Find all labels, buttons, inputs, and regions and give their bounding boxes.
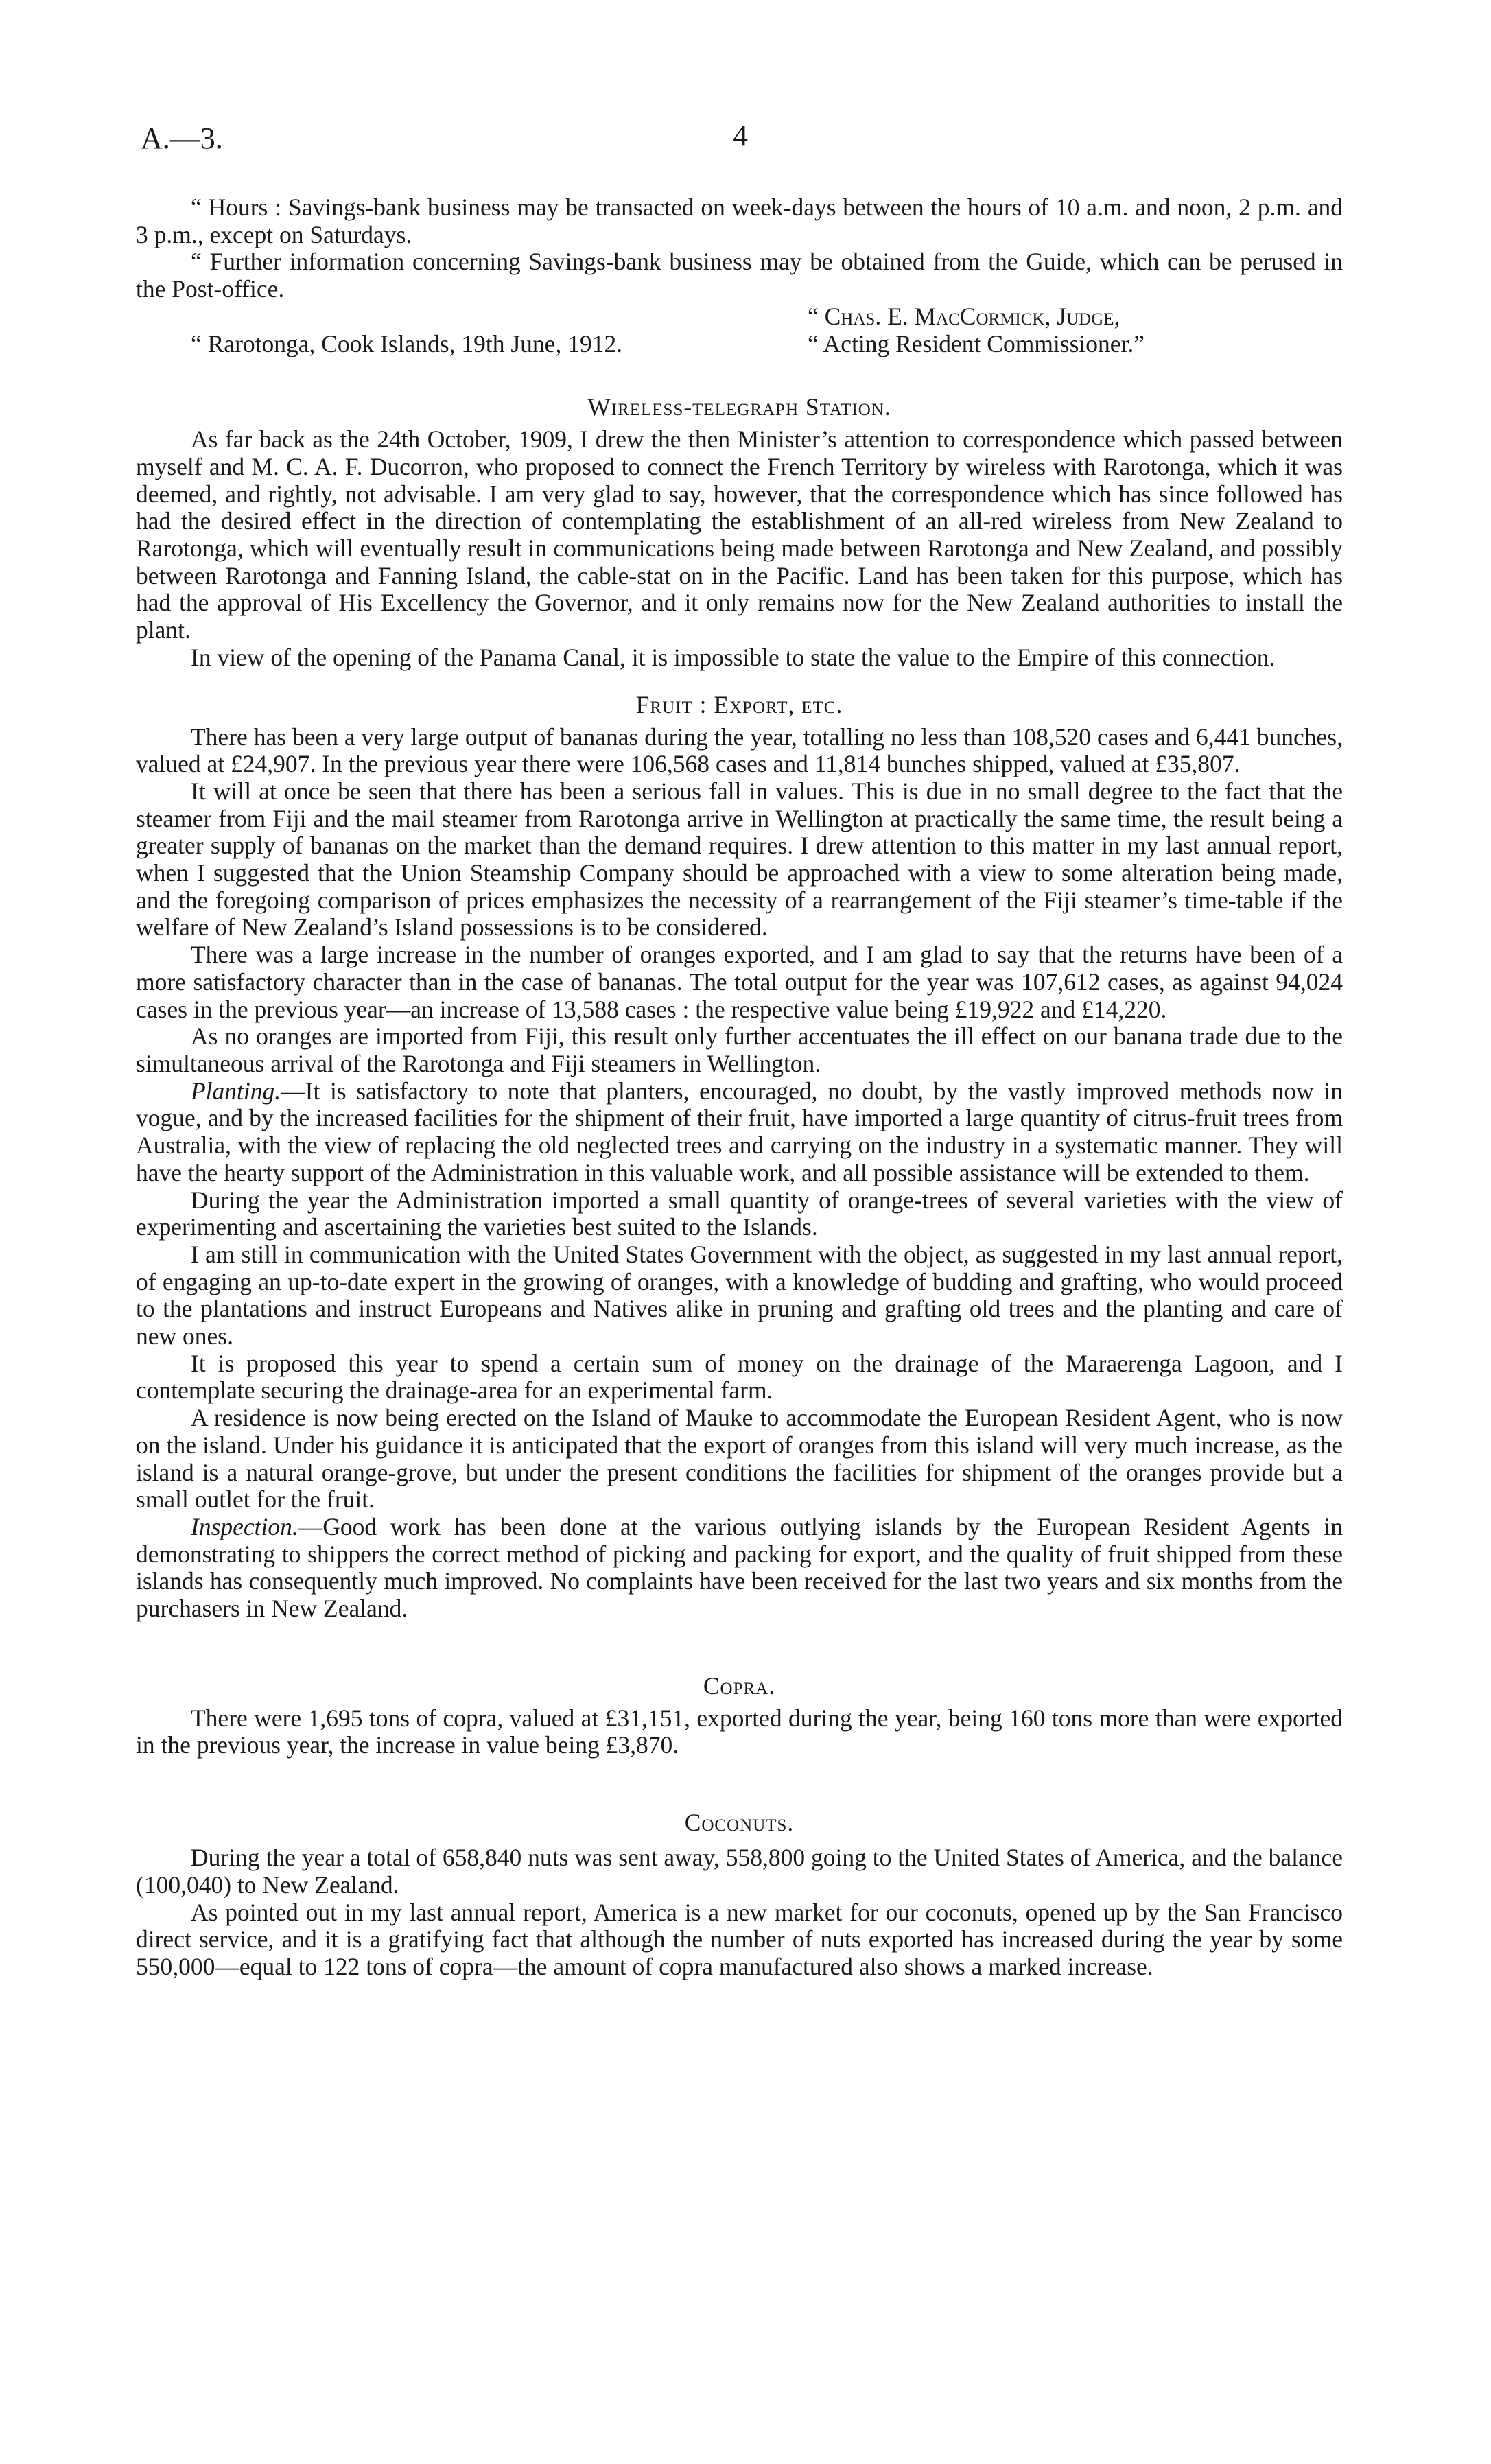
fruit-paragraph-2: It will at once be seen that there has been a serious fall in values. This is due in no small degree to the fact that the steamer from Fiji and the mail steamer from Rarotonga arrive in Wellington at practically the same time, the result being a greater supply of bananas on the market than the demand requires. I drew attention to this matter in my last annual report, when I suggested that the Union Steamship Company should be approached with a view to some alteration being made, and the foregoing comparison of prices emphasizes the necessity of a rearrangement of the Fiji steamer’s time-table if the welfare of New Zealand’s Island possessions is to be considered.	[136, 777, 1343, 941]
notice-signature-name: “ Chas. E. MacCormick, Judge,	[808, 302, 1120, 330]
notice-place-date-row	[136, 331, 1343, 358]
coconuts-paragraph-1: During the year a total of 658,840 nuts was sent away, 558,800 going to the United States of America, and the balance (100,040) to New Zealand.	[136, 1844, 1343, 1899]
planting-text: —It is satisfactory to note that planters, encouraged, no doubt, by the vastly improved methods now in vogue, and by the increased facilities for the shipment of their fruit, have imported a large quantity of citrus-fruit trees from Australia, with the view of replacing the old neglected trees and carrying on the industry in a systematic manner. They will have the hearty support of the Administration in this valuable work, and all possible assistance will be extended to them.	[136, 1077, 1343, 1186]
fruit-paragraph-7: I am still in communication with the United States Government with the object, as suggested in my last annual report, of engaging an up-to-date expert in the growing of oranges, with a knowledge of budding and grafting, who would proceed to the plantations and instruct Europeans and Natives alike in pruning and grafting old trees and the planting and care of new ones.	[136, 1240, 1343, 1350]
document-reference: A.—3.	[141, 121, 223, 155]
fruit-paragraph-8: It is proposed this year to spend a certain sum of money on the drainage of the Maraerenga Lagoon, and I contemplate securing the drainage-area for an experimental farm.	[136, 1349, 1343, 1405]
fruit-paragraph-3: There was a large increase in the number of oranges exported, and I am glad to say that the returns have been of a more satisfactory character than in the case of bananas. The total output for the year was 107,612 cases, as against 94,024 cases in the previous year—an increase of 13,588 cases : the respective value being £19,922 and £14,220.	[136, 941, 1343, 1023]
fruit-paragraph-1: There has been a very large output of bananas during the year, totalling no less than 108,520 cases and 6,441 bunches, valued at £24,907. In the previous year there were 106,568 cases and 11,814 bunches shipped, valued at £35,807.	[136, 723, 1343, 778]
fruit-paragraph-4: As no oranges are imported from Fiji, this result only further accentuates the ill effect on our banana trade due to the simultaneous arrival of the Rarotonga and Fiji steamers in Wellington.	[136, 1022, 1343, 1077]
section-heading-copra: Copra.	[703, 1671, 776, 1700]
wireless-paragraph-1: As far back as the 24th October, 1909, I drew the then Minister’s attention to correspondence which passed between myself and M. C. A. F. Ducorron, who proposed to connect the French Territory by wireless with Rarotonga, which it was deemed, and rightly, not advisable. I am very glad to say, however, that the correspondence which has since followed has had the desired effect in the direction of contemplating the establishment of an all-red wireless from New Zealand to Rarotonga, which will eventually result in communications being made between Rarotonga and New Zealand, and possibly between Rarotonga and Fanning Island, the cable-stat on in the Pacific. Land has been taken for this purpose, which has had the approval of His Excellency the Governor, and it only remains now for the New Zealand authorities to install the plant.	[136, 425, 1343, 644]
fruit-paragraph-9: A residence is now being erected on the Island of Mauke to accommodate the European Resident Agent, who is now on the island. Under his guidance it is anticipated that the export of oranges from this island will very much increase, as the island is a natural orange-grove, but under the present conditions the facilities for shipment of the oranges provide but a small outlet for the fruit.	[136, 1404, 1343, 1514]
wireless-paragraph-2: In view of the opening of the Panama Canal, it is impossible to state the value to the Empire of this connection.	[191, 643, 1276, 671]
section-heading-fruit: Fruit : Export, etc.	[635, 690, 843, 718]
page-number: 4	[733, 119, 748, 152]
fruit-paragraph-6: During the year the Administration imported a small quantity of orange-trees of several varieties with the view of experimenting and ascertaining the varieties best suited to the Islands.	[136, 1186, 1343, 1241]
notice-signature-block	[136, 303, 1343, 331]
notice-further-info: “ Further information concerning Savings-bank business may be obtained from the Guide, which can be perused in the Post-office.	[136, 248, 1343, 303]
notice-place-date: “ Rarotonga, Cook Islands, 19th June, 1912.	[191, 329, 623, 357]
coconuts-paragraph-2: As pointed out in my last annual report, America is a new market for our coconuts, opened up by the San Francisco direct service, and it is a gratifying fact that although the number of nuts exported has increased during the year by some 550,000—equal to 122 tons of copra—the amount of copra manufactured also shows a marked increase.	[136, 1898, 1343, 1980]
inspection-label: Inspection.	[191, 1512, 298, 1540]
page-body	[136, 194, 1343, 1981]
inspection-text: —Good work has been done at the various outlying islands by the European Resident Agents in demonstrating to shippers the correct method of picking and packing for export, and the quality of fruit shipped from these islands has consequently much improved. No complaints have been received for the last two years and six months from the purchasers in New Zealand.	[136, 1512, 1343, 1623]
planting-label: Planting.	[191, 1077, 281, 1105]
fruit-inspection-paragraph	[136, 1514, 1343, 1623]
section-heading-wireless: Wireless-telegraph Station.	[587, 393, 891, 421]
fruit-planting-paragraph	[136, 1078, 1343, 1187]
section-heading-coconuts: Coconuts.	[684, 1809, 795, 1837]
notice-hours: “ Hours : Savings-bank business may be transacted on week-days between the hours of 10 a.m. and noon, 2 p.m. and 3 p.m., except on Saturdays.	[136, 193, 1343, 248]
copra-paragraph-1: There were 1,695 tons of copra, valued at £31,151, exported during the year, being 160 tons more than were exported in the previous year, the increase in value being £3,870.	[136, 1704, 1343, 1759]
notice-signature-title: “ Acting Resident Commissioner.”	[808, 329, 1145, 357]
